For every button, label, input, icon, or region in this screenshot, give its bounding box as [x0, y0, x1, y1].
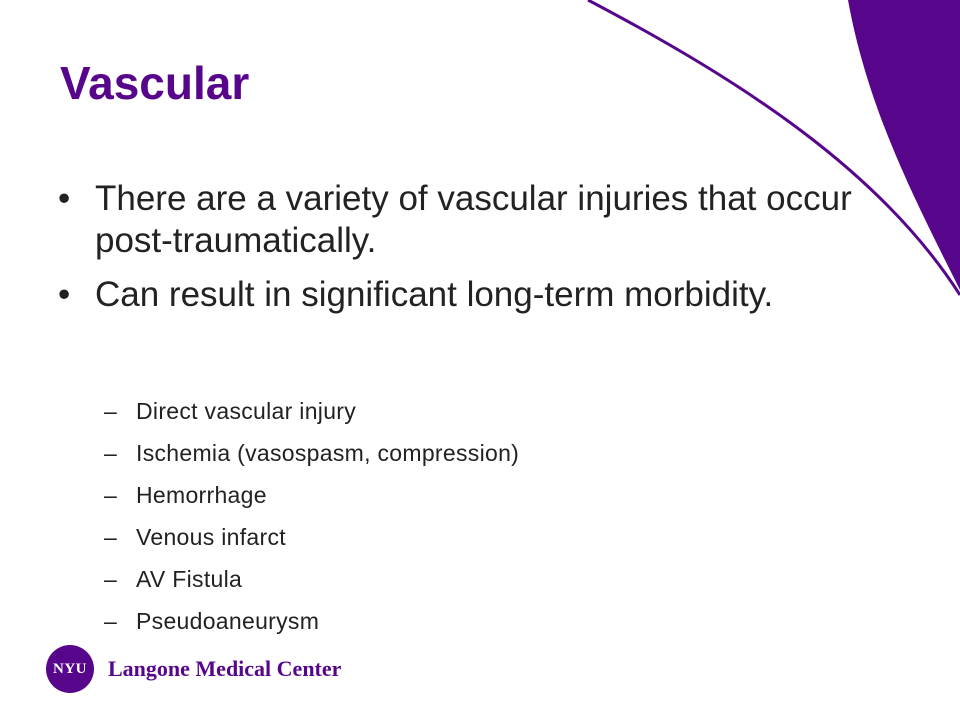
slide-title: Vascular: [60, 57, 250, 109]
sub-bullet-item: – Direct vascular injury: [104, 398, 519, 425]
bullet-item: • Can result in significant long-term morbidity.: [58, 274, 908, 316]
sub-bullet-item: – Pseudoaneurysm: [104, 608, 519, 635]
sub-bullet-item: – Venous infarct: [104, 524, 519, 551]
sub-bullet-item: – Hemorrhage: [104, 482, 519, 509]
sub-bullet-item: – Ischemia (vasospasm, compression): [104, 440, 519, 467]
bullet-list: [58, 178, 908, 328]
sub-bullet-item: – AV Fistula: [104, 566, 519, 593]
nyu-seal-icon: NYU: [46, 645, 94, 693]
logo-name: Langone Medical Center: [108, 656, 342, 681]
nyu-logo: [46, 645, 341, 693]
sub-bullet-list: [104, 398, 519, 650]
bullet-item: • There are a variety of vascular injuries that occur post-traumatically.: [58, 178, 908, 262]
